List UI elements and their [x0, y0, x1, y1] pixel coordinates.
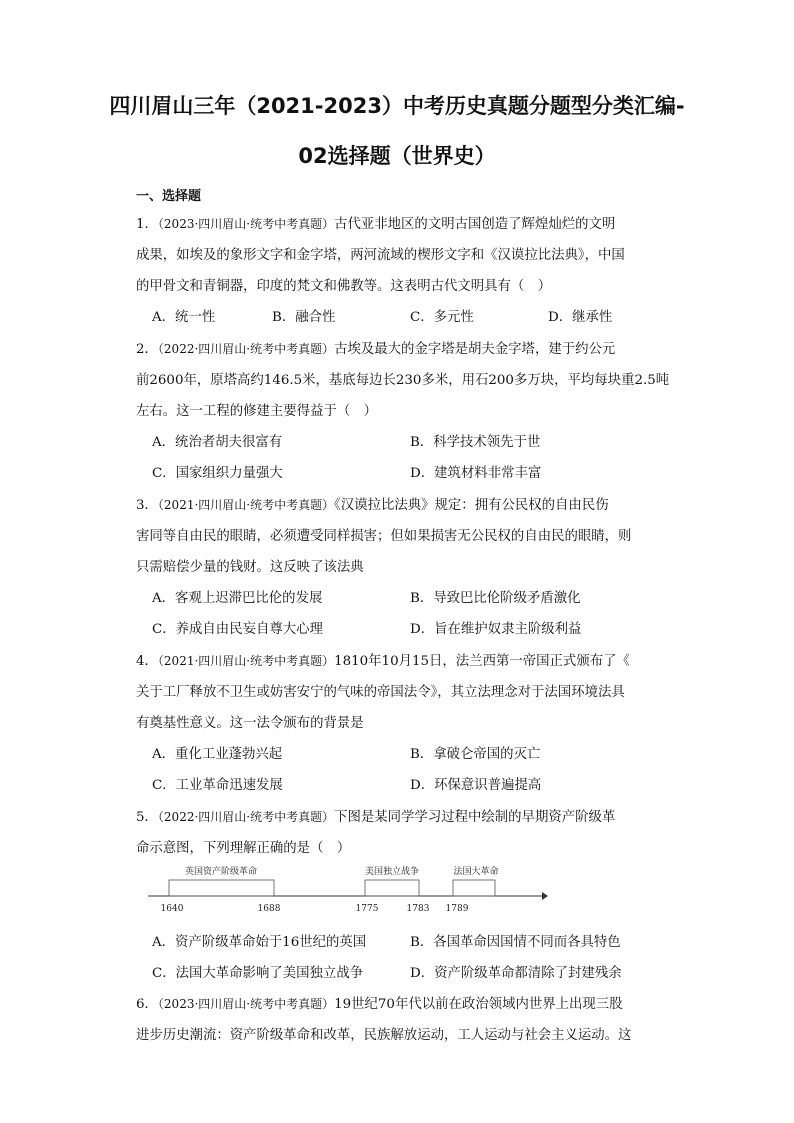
- option-a[interactable]: A．资产阶级革命始于16世纪的英国: [152, 935, 367, 950]
- timeline-label: 英国资产阶级革命: [184, 867, 258, 877]
- timeline-year: 1775: [355, 904, 379, 914]
- question-4-line1: [136, 650, 630, 669]
- bracket-english-revolution: [169, 880, 274, 896]
- doc-title-line1: 四川眉山三年（2021-2023）中考历史真题分题型分类汇编-: [109, 94, 685, 118]
- question-text: 害同等自由民的眼睛，必须遭受同样损害；但如果损害无公民权的自由民的眼睛，则: [136, 529, 632, 544]
- question-number: 6．: [136, 997, 158, 1012]
- question-text: 只需赔偿少量的钱财。这反映了该法典: [136, 560, 364, 575]
- option-d[interactable]: D．建筑材料非常丰富: [410, 466, 542, 481]
- question-source: （2022·四川眉山·统考中考真题）: [157, 810, 335, 824]
- question-number: 3．: [136, 498, 158, 513]
- question-text: 关于工厂释放不卫生或妨害安宁的气味的帝国法令》，其立法理念对于法国环境法具: [136, 685, 625, 700]
- question-text: 左右。这一工程的修建主要得益于（ ）: [136, 404, 378, 419]
- option-a[interactable]: A．统一性: [152, 310, 216, 325]
- question-text: 成果，如埃及的象形文字和金字塔，两河流域的楔形文字和《汉谟拉比法典》，中国: [136, 248, 625, 263]
- bracket-american-war: [365, 880, 419, 896]
- question-source: （2023·四川眉山·统考中考真题）: [157, 997, 335, 1011]
- question-text: 19世纪70年代以前在政治领域内世界上出现三股: [334, 997, 623, 1012]
- bracket-french-revolution: [453, 880, 495, 896]
- question-text: 《汉谟拉比法典》规定：拥有公民权的自由民伤: [334, 498, 609, 513]
- option-c[interactable]: C．国家组织力量强大: [152, 466, 283, 481]
- timeline-year: 1789: [445, 904, 469, 914]
- option-b[interactable]: B．导致巴比伦阶级矛盾激化: [410, 591, 581, 606]
- question-text: 进步历史潮流：资产阶级革命和改革，民族解放运动，工人运动与社会主义运动。这: [136, 1028, 632, 1043]
- question-text: 的甲骨文和青铜器，印度的梵文和佛教等。这表明古代文明具有（ ）: [136, 279, 552, 294]
- question-text: 下图是某同学学习过程中绘制的早期资产阶级革: [334, 810, 616, 825]
- question-source: （2021·四川眉山·统考中考真题）: [157, 654, 335, 668]
- section-heading: 一、选择题: [136, 189, 202, 204]
- option-d[interactable]: D．资产阶级革命都清除了封建残余: [410, 966, 622, 981]
- timeline-label: 法国大革命: [453, 867, 499, 877]
- question-text: 1810年10月15日，法兰西第一帝国正式颁布了《: [334, 654, 630, 669]
- option-d[interactable]: D．环保意识普遍提高: [410, 778, 542, 793]
- option-b[interactable]: B．科学技术领先于世: [410, 435, 541, 450]
- question-1-line1: [136, 213, 615, 232]
- option-c[interactable]: C．多元性: [410, 310, 474, 325]
- option-b[interactable]: B．拿破仑帝国的灭亡: [410, 747, 541, 762]
- option-c[interactable]: C．工业革命迅速发展: [152, 778, 283, 793]
- question-5-line1: [136, 806, 615, 825]
- option-b[interactable]: B．融合性: [272, 310, 336, 325]
- option-b[interactable]: B．各国革命因国情不同而各具特色: [410, 935, 621, 950]
- question-number: 5．: [136, 810, 158, 825]
- question-source: （2021·四川眉山·统考中考真题）: [157, 498, 335, 512]
- option-c[interactable]: C．法国大革命影响了美国独立战争: [152, 966, 364, 981]
- revolution-timeline-diagram: [148, 862, 548, 914]
- question-6-line1: [136, 993, 623, 1012]
- option-d[interactable]: D．继承性: [548, 310, 613, 325]
- question-2-line1: [136, 338, 615, 357]
- question-text: 有奠基性意义。这一法令颁布的背景是: [136, 716, 364, 731]
- option-a[interactable]: A．客观上迟滞巴比伦的发展: [152, 591, 323, 606]
- question-text: 古代亚非地区的文明古国创造了辉煌灿烂的文明: [334, 217, 616, 232]
- option-c[interactable]: C．养成自由民妄自尊大心理: [152, 622, 323, 637]
- question-number: 4．: [136, 654, 158, 669]
- question-3-line1: [136, 494, 609, 513]
- question-text: 前2600年，原塔高约146.5米，基底每边长230多米，用石200多万块，平均每块重2.5吨: [136, 373, 670, 388]
- question-source: （2022·四川眉山·统考中考真题）: [157, 342, 335, 356]
- timeline-arrow-icon: [542, 892, 548, 900]
- question-text: 古埃及最大的金字塔是胡夫金字塔，建于约公元: [334, 342, 616, 357]
- question-source: （2023·四川眉山·统考中考真题）: [157, 217, 335, 231]
- question-number: 1．: [136, 217, 158, 232]
- option-d[interactable]: D．旨在维护奴隶主阶级利益: [410, 622, 582, 637]
- option-a[interactable]: A．统治者胡夫很富有: [152, 435, 283, 450]
- timeline-year: 1640: [160, 904, 184, 914]
- question-text: 命示意图，下列理解正确的是（ ）: [136, 841, 351, 856]
- timeline-year: 1688: [257, 904, 281, 914]
- question-number: 2．: [136, 342, 158, 357]
- option-a[interactable]: A．重化工业蓬勃兴起: [152, 747, 283, 762]
- timeline-year: 1783: [406, 904, 430, 914]
- doc-title-line2: 02选择题（世界史）: [298, 144, 496, 168]
- timeline-label: 美国独立战争: [364, 867, 420, 877]
